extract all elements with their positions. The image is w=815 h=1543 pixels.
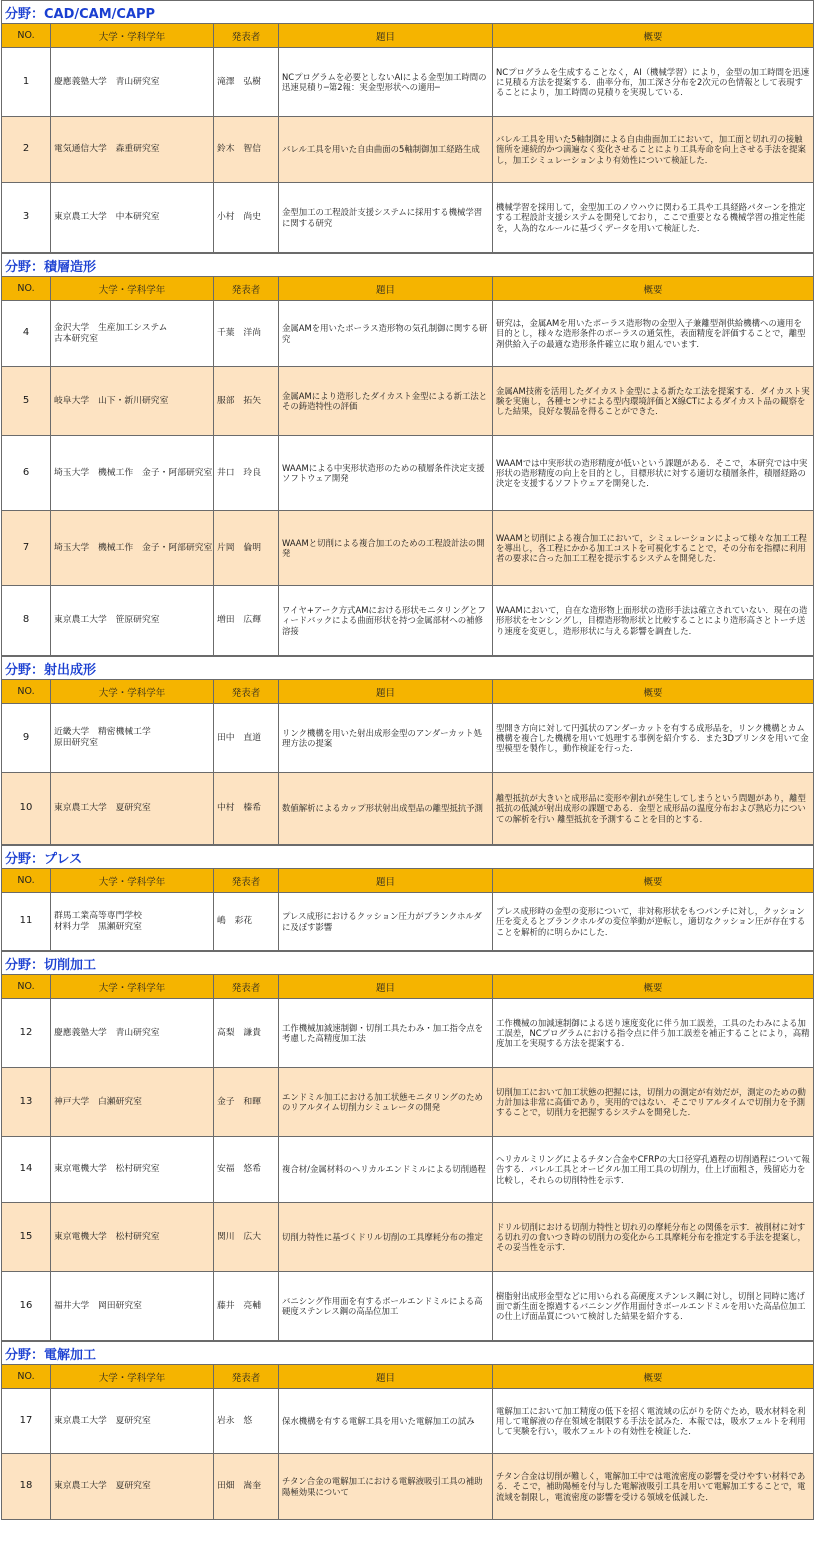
header-no: NO. — [2, 869, 51, 893]
cell-title: ワイヤ+アーク方式AMにおける形状モニタリングとフィードバックによる曲面形状を持つ金属部材への補修溶接 — [279, 586, 493, 656]
header-title: 題目 — [279, 869, 493, 893]
table-row — [2, 1272, 814, 1341]
header-univ: 大学・学科学年 — [51, 680, 214, 704]
column-header-row — [2, 24, 814, 48]
header-univ: 大学・学科学年 — [51, 869, 214, 893]
cell-no: 5 — [2, 367, 51, 436]
section-title-row — [2, 1, 814, 24]
cell-title: NCプログラムを必要としないAIによる金型加工時間の迅速見積り─第2報：実金型形状への適用─ — [279, 48, 493, 117]
header-no: NO. — [2, 277, 51, 301]
cell-summary: WAAMにおいて，自在な造形物上面形状の造形手法は確立されていない．現在の造形形状をセンシングし，目標造形物形状と比較することにより造形高さとトーチ送り速度を変更し，造形形状に与える影響を調査した． — [493, 586, 814, 656]
header-summary: 概要 — [493, 869, 814, 893]
cell-author: 嶋 彩花 — [214, 893, 279, 951]
cell-title: チタン合金の電解加工における電解液吸引工具の補助陽極効果について — [279, 1454, 493, 1520]
cell-no: 7 — [2, 511, 51, 586]
table-row — [2, 1137, 814, 1203]
cell-title: エンドミル加工における加工状態モニタリングのためのリアルタイム切削力シミュレータの開発 — [279, 1068, 493, 1137]
table-row — [2, 586, 814, 656]
cell-univ: 埼玉大学 機械工作 金子・阿部研究室 — [51, 436, 214, 511]
cell-univ: 東京農工大学 夏研究室 — [51, 1389, 214, 1454]
cell-author: 増田 広輝 — [214, 586, 279, 656]
section-table — [1, 1341, 814, 1520]
cell-univ: 福井大学 岡田研究室 — [51, 1272, 214, 1341]
table-row — [2, 1454, 814, 1520]
cell-no: 12 — [2, 999, 51, 1068]
cell-summary: NCプログラムを生成することなく，AI（機械学習）により，金型の加工時間を迅速に見積る方法を提案する．曲率分布，加工深さ分布を2次元の色情報として表現することにより，加工時間の見積りを実現している． — [493, 48, 814, 117]
cell-no: 8 — [2, 586, 51, 656]
cell-univ: 東京電機大学 松村研究室 — [51, 1203, 214, 1272]
cell-summary: 電解加工において加工精度の低下を招く電流域の広がりを防ぐため，吸水材料を利用して電解液の存在領域を制限する手法を試みた．本報では，吸水フェルトを利用して実験を行い，吸水フェルトの有効性を検証した． — [493, 1389, 814, 1454]
cell-summary: 金属AM技術を活用したダイカスト金型による新たな工法を提案する．ダイカスト実験を実施し，各種センサによる型内環境評価とX線CTによるダイカスト品の観察をした結果，良好な製品を得ることができた． — [493, 367, 814, 436]
cell-author: 片岡 倫明 — [214, 511, 279, 586]
cell-no: 18 — [2, 1454, 51, 1520]
header-univ: 大学・学科学年 — [51, 277, 214, 301]
table-row — [2, 436, 814, 511]
cell-summary: 樹脂射出成形金型などに用いられる高硬度ステンレス鋼に対し，切削と同時に逃げ面で新生面を擦過するバニシング作用面付きボールエンドミルを用いた高品位加工の仕上げ面品質について検討した結果を紹介する． — [493, 1272, 814, 1341]
cell-no: 4 — [2, 301, 51, 367]
cell-no: 10 — [2, 773, 51, 845]
cell-univ: 東京農工大学 中本研究室 — [51, 183, 214, 253]
section-title: 分野：切削加工 — [2, 952, 814, 975]
section-table — [1, 951, 814, 1341]
cell-univ: 神戸大学 白瀬研究室 — [51, 1068, 214, 1137]
section-title-row — [2, 952, 814, 975]
section-title-row — [2, 254, 814, 277]
section-title: 分野：積層造形 — [2, 254, 814, 277]
header-author: 発表者 — [214, 24, 279, 48]
section-title: 分野：プレス — [2, 846, 814, 869]
cell-author: 田中 直道 — [214, 704, 279, 773]
cell-no: 17 — [2, 1389, 51, 1454]
cell-title: 数値解析によるカップ形状射出成型品の離型抵抗予測 — [279, 773, 493, 845]
cell-summary: 研究は，金属AMを用いたポーラス造形物の金型入子兼離型剤供給機構への適用を目的とし，様々な造形条件のポーラスの通気性，表面精度を評価することで，離型剤供給入子の最適な造形条件確立に取り組んでいます． — [493, 301, 814, 367]
cell-summary: ドリル切削における切削力特性と切れ刃の摩耗分布との関係を示す．被削材に対する切れ刃の食いつき時の切削力の変化から工具摩耗分布を推定する手法を提案し，その妥当性を示す． — [493, 1203, 814, 1272]
table-row — [2, 773, 814, 845]
cell-no: 6 — [2, 436, 51, 511]
cell-univ: 群馬工業高等専門学校 材料力学 黒瀬研究室 — [51, 893, 214, 951]
cell-univ: 慶應義塾大学 青山研究室 — [51, 48, 214, 117]
header-summary: 概要 — [493, 1365, 814, 1389]
cell-univ: 東京電機大学 松村研究室 — [51, 1137, 214, 1203]
table-row — [2, 48, 814, 117]
cell-author: 関川 広大 — [214, 1203, 279, 1272]
cell-author: 金子 和暉 — [214, 1068, 279, 1137]
header-summary: 概要 — [493, 680, 814, 704]
header-author: 発表者 — [214, 869, 279, 893]
table-row — [2, 999, 814, 1068]
cell-univ: 東京農工大学 夏研究室 — [51, 1454, 214, 1520]
cell-title: プレス成形におけるクッション圧力がブランクホルダに及ぼす影響 — [279, 893, 493, 951]
cell-title: 切削力特性に基づくドリル切削の工具摩耗分布の推定 — [279, 1203, 493, 1272]
cell-summary: 工作機械の加減速制御による送り速度変化に伴う加工誤差，工具のたわみによる加工誤差，NCプログラムにおける指令点に伴う加工誤差を補正することにより，高精度加工を実現する方法を提案する． — [493, 999, 814, 1068]
cell-author: 岩永 悠 — [214, 1389, 279, 1454]
cell-no: 2 — [2, 117, 51, 183]
header-title: 題目 — [279, 680, 493, 704]
cell-summary: 離型抵抗が大きいと成形品に変形や割れが発生してしまうという問題があり，離型抵抗の低減が射出成形の課題である．金型と成形品の温度分布および熱応力についての解析を行い 離型抵抗を予測することを目的とする． — [493, 773, 814, 845]
cell-no: 13 — [2, 1068, 51, 1137]
section-table — [1, 656, 814, 845]
table-row — [2, 511, 814, 586]
section-title-row — [2, 846, 814, 869]
header-author: 発表者 — [214, 277, 279, 301]
cell-author: 高梨 謙貴 — [214, 999, 279, 1068]
cell-title: WAAMによる中実形状造形のための積層条件決定支援ソフトウェア開発 — [279, 436, 493, 511]
cell-summary: 切削加工において加工状態の把握には，切削力の測定が有効だが，測定のための動力計加は非常に高価であり，実用的ではない．そこでリアルタイムで切削力を予測することで，切削力を把握するシステムを開発した． — [493, 1068, 814, 1137]
cell-no: 15 — [2, 1203, 51, 1272]
cell-author: 千葉 洋尚 — [214, 301, 279, 367]
cell-summary: ヘリカルミリングによるチタン合金やCFRPの大口径穿孔過程の切削過程について報告する．バレル工具とオービタル加工用工具の切削力，仕上げ面粗さ，残留応力を比較し，それらの切削特性を示す． — [493, 1137, 814, 1203]
cell-summary: 機械学習を採用して，金型加工のノウハウに関わる工具や工具経路パターンを推定する工程設計支援システムを開発しており，ここで重要となる機械学習の推定性能を，人為的なルールに基づくデータを用いて検証した． — [493, 183, 814, 253]
column-header-row — [2, 869, 814, 893]
cell-univ: 金沢大学 生産加工システム 古本研究室 — [51, 301, 214, 367]
column-header-row — [2, 975, 814, 999]
table-row — [2, 367, 814, 436]
header-univ: 大学・学科学年 — [51, 975, 214, 999]
cell-summary: WAAMと切削による複合加工において，シミュレーションによって様々な加工工程を導出し，各工程にかかる加工コストを可視化することで，その分布を指標に利用者の要求に合った加工工程を提示するシステムを開発した． — [493, 511, 814, 586]
cell-title: WAAMと切削による複合加工のための工程設計法の開発 — [279, 511, 493, 586]
section-title-row — [2, 657, 814, 680]
cell-summary: WAAMでは中実形状の造形精度が低いという課題がある．そこで，本研究では中実形状の造形精度の向上を目的とし，目標形状に対する適切な積層条件，積層経路の決定を支援するソフトウェアを開発した． — [493, 436, 814, 511]
header-univ: 大学・学科学年 — [51, 24, 214, 48]
table-row — [2, 1068, 814, 1137]
cell-author: 中村 榛希 — [214, 773, 279, 845]
cell-title: バレル工具を用いた自由曲面の5軸制御加工経路生成 — [279, 117, 493, 183]
cell-title: 工作機械加減速制御・切削工具たわみ・加工指令点を考慮した高精度加工法 — [279, 999, 493, 1068]
cell-summary: バレル工具を用いた5軸制御による自由曲面加工において，加工面と切れ刃の接触箇所を連続的かつ満遍なく変化させることにより工具寿命を向上させる手法を提案し，加工シミュレーションより有効性について検証した． — [493, 117, 814, 183]
cell-univ: 慶應義塾大学 青山研究室 — [51, 999, 214, 1068]
section-title: 分野：CAD/CAM/CAPP — [2, 1, 814, 24]
cell-title: バニシング作用面を有するボールエンドミルによる高硬度ステンレス鋼の高品位加工 — [279, 1272, 493, 1341]
section-table — [1, 845, 814, 951]
cell-no: 14 — [2, 1137, 51, 1203]
cell-author: 藤井 亮輔 — [214, 1272, 279, 1341]
section-table — [1, 253, 814, 656]
cell-author: 田畑 嵩奎 — [214, 1454, 279, 1520]
cell-title: 金型加工の工程設計支援システムに採用する機械学習に関する研究 — [279, 183, 493, 253]
cell-title: 金属AMを用いたポーラス造形物の気孔制御に関する研究 — [279, 301, 493, 367]
header-title: 題目 — [279, 1365, 493, 1389]
cell-univ: 近畿大学 精密機械工学 原田研究室 — [51, 704, 214, 773]
header-summary: 概要 — [493, 975, 814, 999]
cell-no: 9 — [2, 704, 51, 773]
column-header-row — [2, 680, 814, 704]
cell-no: 16 — [2, 1272, 51, 1341]
header-summary: 概要 — [493, 277, 814, 301]
cell-univ: 埼玉大学 機械工作 金子・阿部研究室 — [51, 511, 214, 586]
cell-title: 複合材/金属材料のヘリカルエンドミルによる切削過程 — [279, 1137, 493, 1203]
cell-summary: 型開き方向に対して円弧状のアンダーカットを有する成形品を，リンク機構とカム機構を複合した機構を用いて処理する事例を紹介する．また3Dプリンタを用いて金型模型を製作し，動作検証を行った． — [493, 704, 814, 773]
cell-univ: 電気通信大学 森重研究室 — [51, 117, 214, 183]
header-no: NO. — [2, 1365, 51, 1389]
section-table — [1, 0, 814, 253]
header-univ: 大学・学科学年 — [51, 1365, 214, 1389]
column-header-row — [2, 277, 814, 301]
cell-univ: 東京農工大学 夏研究室 — [51, 773, 214, 845]
cell-title: 保水機構を有する電解工具を用いた電解加工の試み — [279, 1389, 493, 1454]
table-row — [2, 117, 814, 183]
header-summary: 概要 — [493, 24, 814, 48]
cell-no: 11 — [2, 893, 51, 951]
header-no: NO. — [2, 680, 51, 704]
cell-author: 服部 拓矢 — [214, 367, 279, 436]
section-title-row — [2, 1342, 814, 1365]
cell-no: 3 — [2, 183, 51, 253]
cell-summary: チタン合金は切削が難しく，電解加工中では電流密度の影響を受けやすい材料である．そこで，補助陽極を付与した電解液吸引工具を用いて電解加工することで，電流域を制限し，電流密度の影響を受ける領域を低減した． — [493, 1454, 814, 1520]
header-title: 題目 — [279, 24, 493, 48]
cell-univ: 東京農工大学 笹原研究室 — [51, 586, 214, 656]
cell-author: 小村 尚史 — [214, 183, 279, 253]
cell-author: 井口 玲良 — [214, 436, 279, 511]
header-title: 題目 — [279, 277, 493, 301]
table-row — [2, 183, 814, 253]
cell-summary: プレス成形時の金型の変形について，非対称形状をもつパンチに対し，クッション圧を変えるとブランクホルダの変位挙動が逆転し，適切なクッション圧が存在することを解析的に明らかにした． — [493, 893, 814, 951]
table-row — [2, 301, 814, 367]
cell-univ: 岐阜大学 山下・新川研究室 — [51, 367, 214, 436]
table-row — [2, 1203, 814, 1272]
cell-title: リンク機構を用いた射出成形金型のアンダーカット処理方法の提案 — [279, 704, 493, 773]
cell-author: 安福 悠希 — [214, 1137, 279, 1203]
table-row — [2, 704, 814, 773]
header-no: NO. — [2, 24, 51, 48]
header-author: 発表者 — [214, 680, 279, 704]
section-title: 分野：射出成形 — [2, 657, 814, 680]
header-title: 題目 — [279, 975, 493, 999]
cell-author: 滝澤 弘樹 — [214, 48, 279, 117]
column-header-row — [2, 1365, 814, 1389]
section-title: 分野：電解加工 — [2, 1342, 814, 1365]
cell-title: 金属AMにより造形したダイカスト金型による新工法とその鋳造特性の評価 — [279, 367, 493, 436]
cell-no: 1 — [2, 48, 51, 117]
header-author: 発表者 — [214, 1365, 279, 1389]
program-list — [1, 0, 813, 1520]
cell-author: 鈴木 智信 — [214, 117, 279, 183]
table-row — [2, 1389, 814, 1454]
header-no: NO. — [2, 975, 51, 999]
table-row — [2, 893, 814, 951]
header-author: 発表者 — [214, 975, 279, 999]
